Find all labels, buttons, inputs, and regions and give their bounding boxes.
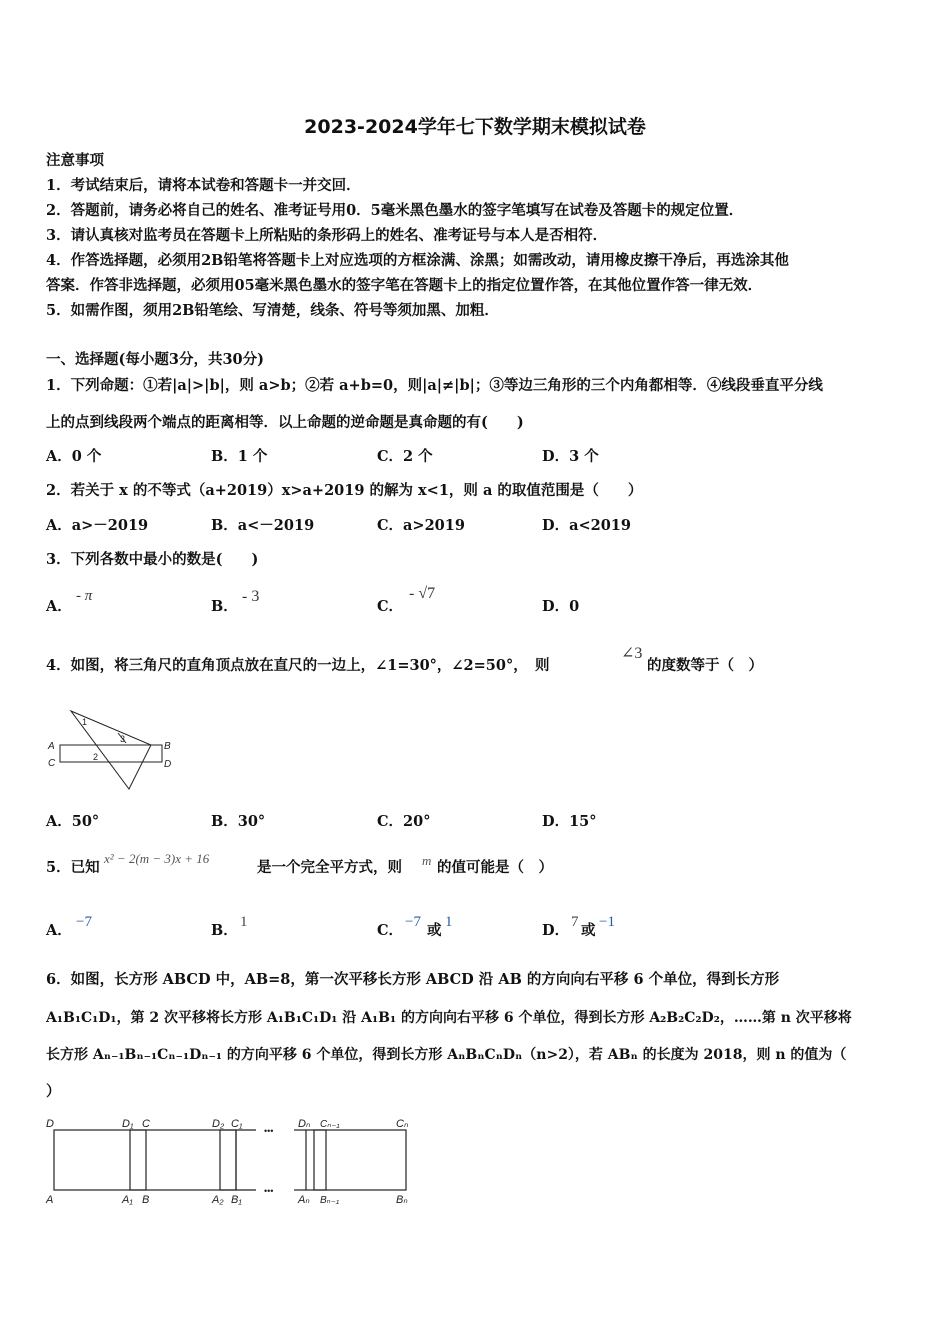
q6-line1: 6．如图，长方形 ABCD 中，AB=8，第一次平移长方形 ABCD 沿 AB 的方向向右平移 6 个单位，得到长方形 (46, 971, 780, 988)
q4-option-b: B．30° (211, 813, 266, 830)
q2-option-a: A．a>－2019 (46, 517, 149, 534)
q3-option-c (377, 597, 403, 617)
page-title: 2023-2024学年七下数学期末模拟试卷 (304, 116, 646, 138)
q4-text-a: 4．如图，将三角尺的直角顶点放在直尺的一边上，∠1=30°，∠2=50°， 则 (46, 657, 550, 674)
q3-expr-b: - 3 (242, 588, 260, 605)
q3-expr-a: - π (76, 588, 93, 604)
fig6-bottom-an: Aₙ (298, 1194, 310, 1206)
notice-item: 3．请认真核对监考员在答题卡上所粘贴的条形码上的姓名、准考证号与本人是否相符． (46, 227, 608, 244)
fig6-bottom-a1: A₁ (122, 1194, 133, 1206)
fig6-top-d: D (46, 1118, 54, 1130)
fig-label-a: A (48, 741, 55, 752)
fig6-top-dn: Dₙ (298, 1118, 311, 1130)
q3-expr-c: - √7 (409, 585, 436, 602)
fig-label-c: C (48, 758, 56, 769)
q6-figure (44, 1115, 424, 1210)
notice-item: 4．作答选择题，必须用2B铅笔将答题卡上对应选项的方框涂满、涂黑；如需改动，请用橡皮擦干净后，再选涂其他 (46, 252, 789, 269)
fig6-bottom-a: A (46, 1194, 54, 1206)
q5-option-d: D． (542, 922, 570, 939)
q6-line3: 长方形 Aₙ₋₁Bₙ₋₁Cₙ₋₁Dₙ₋₁ 的方向平移 6 个单位，得到长方形 AₙBₙCₙDₙ（n>2），若 ABₙ 的长度为 2018，则 n 的值为（ (46, 1047, 847, 1063)
q3-label-c: C． (377, 598, 404, 615)
q5-option-b: B． (211, 922, 238, 939)
q6-line2: A₁B₁C₁D₁，第 2 次平移将长方形 A₁B₁C₁D₁ 沿 A₁B₁ 的方向向右平移 6 个单位，得到长方形 A₂B₂C₂D₂，……第 n 次平移将 (46, 1010, 852, 1026)
q4-text-b: 的度数等于（ ） (647, 657, 763, 674)
q5-val-d1: 7 (571, 914, 579, 930)
fig6-bottom-a2: A₂ (212, 1194, 224, 1206)
q5-text-c: 的值可能是（ ） (437, 859, 553, 876)
fig6-bottom-bn: Bₙ (396, 1194, 408, 1206)
q4-option-d: D．15° (542, 813, 597, 830)
q3-option-d: D．0 (542, 598, 580, 615)
q6-line4: ） (46, 1083, 61, 1100)
notice-item: 1．考试结束后，请将本试卷和答题卡一并交回． (46, 177, 361, 194)
rect-abcd (54, 1130, 146, 1190)
q5-val-c2: 1 (445, 914, 453, 930)
fig6-top-dots: ••• (264, 1126, 274, 1136)
notice-heading: 注意事项 (46, 152, 104, 169)
notice-item: 2．答题前，请务必将自己的姓名、准考证号用0．5毫米黑色墨水的签字笔填写在试卷及答题卡的规定位置． (46, 202, 744, 219)
q5-text-b: 是一个完全平方式，则 (257, 859, 402, 876)
fig-label-angle1: 1 (82, 717, 88, 727)
q4-figure (46, 705, 186, 795)
q3-label-a: A． (46, 598, 72, 615)
fig-label-angle2: 2 (93, 752, 99, 762)
q3-option-b (211, 597, 238, 617)
q5-val-a: −7 (76, 914, 92, 930)
q1-option-a: A．0 个 (46, 448, 102, 465)
section-heading: 一、选择题(每小题3分，共30分) (46, 351, 264, 368)
q5-var: m (422, 853, 432, 868)
q2-option-c: C．a>2019 (377, 517, 465, 534)
fig6-top-c1: C₁ (231, 1118, 243, 1130)
q5-val-b: 1 (240, 914, 248, 930)
q2-text: 2．若关于 x 的不等式（a+2019）x>a+2019 的解为 x<1，则 a 的取值范围是（ ） (46, 482, 643, 499)
q5-expr: x² − 2(m − 3)x + 16 (104, 851, 210, 866)
fig-label-angle3: 3 (120, 734, 126, 744)
q5-or-c: 或 (427, 922, 442, 939)
q5-val-d2: −1 (599, 914, 615, 930)
notice-item: 5．如需作图，须用2B铅笔绘、写清楚，线条、符号等须加黑、加粗． (46, 302, 499, 319)
q5-text-a: 5．已知 (46, 859, 100, 876)
q4-option-a: A．50° (46, 813, 100, 830)
q3-label-b: B． (211, 598, 238, 615)
q1-option-d: D．3 个 (542, 448, 599, 465)
rect-an-1 (306, 1130, 326, 1190)
q3-option-a (46, 597, 72, 617)
fig6-top-cn-1: Cₙ₋₁ (320, 1119, 340, 1130)
q5-val-c1: −7 (405, 914, 421, 930)
q1-line1: 1．下列命题：①若|a|>|b|，则 a>b；②若 a+b=0，则|a|≠|b|；③等边三角形的三个内角都相等．④线段垂直平分线 (46, 377, 823, 394)
q3-text: 3．下列各数中最小的数是( ) (46, 551, 259, 568)
q1-option-c: C．2 个 (377, 448, 433, 465)
fig6-bottom-dots: ••• (264, 1186, 274, 1196)
fig6-top-d2: D₂ (212, 1118, 225, 1130)
q4-angle: ∠3 (621, 645, 643, 662)
fig6-bottom-b: B (142, 1194, 150, 1206)
fig6-top-c: C (142, 1118, 150, 1130)
q5-option-a: A． (46, 922, 72, 939)
fig6-top-cn: Cₙ (396, 1118, 409, 1130)
fig6-bottom-bn-1: Bₙ₋₁ (320, 1195, 340, 1206)
rect-a2b2c2d2 (220, 1130, 236, 1190)
q1-line2: 上的点到线段两个端点的距离相等．以上命题的逆命题是真命题的有( ) (46, 414, 524, 431)
fig-label-b: B (164, 741, 171, 752)
q2-option-d: D．a<2019 (542, 517, 631, 534)
q2-option-b: B．a<－2019 (211, 517, 315, 534)
q4-option-c: C．20° (377, 813, 431, 830)
fig6-top-d1: D₁ (122, 1118, 134, 1130)
notice-item: 答案．作答非选择题，必须用05毫米黑色墨水的签字笔在答题卡上的指定位置作答，在其他位置作答一律无效． (46, 277, 763, 294)
q5-or-d: 或 (581, 922, 596, 939)
q5-option-c: C． (377, 922, 404, 939)
fig6-bottom-b1: B₁ (231, 1194, 242, 1206)
fig-label-d: D (164, 759, 172, 770)
q1-option-b: B．1 个 (211, 448, 268, 465)
rect-an (314, 1130, 406, 1190)
